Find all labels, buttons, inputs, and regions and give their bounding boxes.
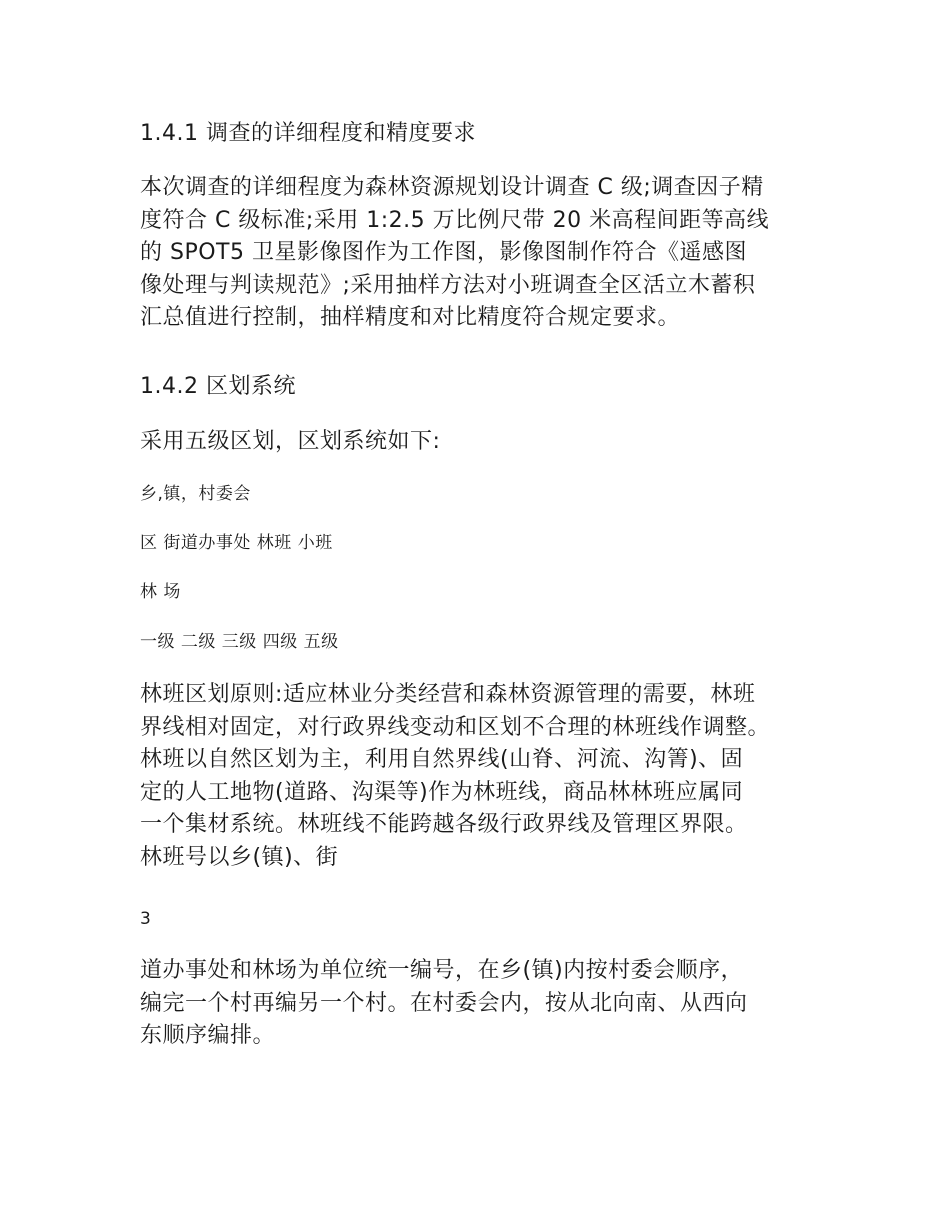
paragraph-line: 界线相对固定，对行政界线变动和区划不合理的林班线作调整。 <box>140 714 771 740</box>
paragraph-line: 本次调查的详细程度为森林资源规划设计调查 C 级;调查因子精 <box>140 175 764 200</box>
paragraph-line: 汇总值进行控制，抽样精度和对比精度符合规定要求。 <box>140 305 681 330</box>
paragraph-line: 林班区划原则:适应林业分类经营和森林资源管理的需要，林班 <box>140 682 756 707</box>
page-number: 3 <box>140 909 152 929</box>
hierarchy-row-3: 林 场 <box>140 582 181 602</box>
paragraph-line: 一个集材系统。林班线不能跨越各级行政界线及管理区界限。 <box>140 812 748 837</box>
paragraph-line: 定的人工地物(道路、沟渠等)作为林班线，商品林林班应属同 <box>140 779 744 805</box>
hierarchy-row-1: 乡,镇，村委会 <box>140 484 251 504</box>
section-1-4-2-intro: 采用五级区划，区划系统如下: <box>140 429 441 454</box>
hierarchy-row-2: 区 街道办事处 林班 小班 <box>140 533 333 553</box>
paragraph-line: 道办事处和林场为单位统一编号，在乡(镇)内按村委会顺序， <box>140 958 744 983</box>
continuation-paragraph <box>140 955 820 1053</box>
hierarchy-row-4: 一级 二级 三级 四级 五级 <box>140 632 339 652</box>
section-heading-1-4-2: 1.4.2 区划系统 <box>140 374 296 399</box>
paragraph-line: 林班以自然区划为主，利用自然界线(山脊、河流、沟箐)、固 <box>140 747 744 772</box>
compartment-principle-paragraph <box>140 679 820 874</box>
paragraph-line: 度符合 C 级标准;采用 1:2.5 万比例尺带 20 米高程间距等高线 <box>140 207 770 233</box>
section-heading-1-4-1: 1.4.1 调查的详细程度和精度要求 <box>140 121 476 146</box>
section-1-4-1-paragraph <box>140 172 820 335</box>
paragraph-line: 编完一个村再编另一个村。在村委会内，按从北向南、从西向 <box>140 990 748 1016</box>
paragraph-line: 像处理与判读规范》;采用抽样方法对小班调查全区活立木蓄积 <box>140 272 756 298</box>
paragraph-line: 的 SPOT5 卫星影像图作为工作图，影像图制作符合《遥感图 <box>140 240 747 265</box>
paragraph-line: 东顺序编排。 <box>140 1023 276 1048</box>
paragraph-line: 林班号以乡(镇)、街 <box>140 844 339 870</box>
